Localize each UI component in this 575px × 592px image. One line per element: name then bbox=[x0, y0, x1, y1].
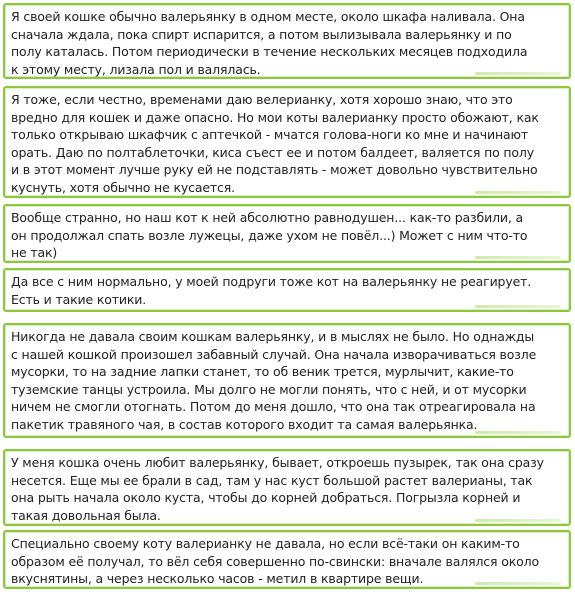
comment-text: Вообще странно, но наш кот к ней абсолютно равнодушен... как-то разбили, а он продолжал спать возле лужецы, даже ухом не повёл...) Может с ним что-то не так) bbox=[11, 210, 528, 260]
signature-bar bbox=[475, 305, 561, 308]
signature-bar bbox=[475, 431, 561, 434]
signature-bar bbox=[475, 191, 561, 194]
comment-card bbox=[3, 86, 571, 198]
comment-card bbox=[3, 323, 571, 438]
comment-text: Я своей кошке обычно валерьянку в одном месте, около шкафа наливала. Она сначала ждала, пока спирт испарится, а потом вылизывала валерьянку и по полу каталась. Потом периодически в течение нескольких месяцев подходила к этому месту, лизала пол и валялась. bbox=[11, 9, 528, 77]
comment-card bbox=[3, 204, 571, 263]
comment-text: У меня кошка очень любит валерьянку, бывает, откроешь пузырек, так она сразу несется. Еще мы ее брали в сад, там у нас куст большой растет валерианы, так она рыть начала около куста, чтобы до корней добраться. Погрызла корней и такая довольная была. bbox=[11, 455, 544, 523]
signature-bar bbox=[475, 72, 561, 75]
comment-text: Я тоже, если честно, временами даю велерианку, хотя хорошо знаю, что это вредно для кошек и даже опасно. Но мои коты валерианку просто обожают, как только открываю шкафчик с аптечкой - мчатся голова-ноги ко мне и начинают орать. Даю по полтаблеточки, киса съест ее и потом балдеет, валяется по полу и в этот момент лучше руку ей не подставлять - может довольно чувствительно куснуть, хотя обычно не кусается. bbox=[11, 92, 539, 195]
comment-text: Да все с ним нормально, у моей подруги тоже кот на валерьянку не реагирует. Есть и такие котики. bbox=[11, 274, 532, 307]
comment-card bbox=[3, 3, 571, 79]
comment-card bbox=[3, 530, 571, 589]
comment-card bbox=[3, 268, 571, 312]
signature-bar bbox=[475, 582, 561, 585]
comment-card bbox=[3, 449, 571, 526]
signature-bar bbox=[475, 519, 561, 522]
comment-text: Специально своему коту валерианку не давала, но если всё-таки он каким-то образом её получал, то вёл себя совершенно по-свински: вначале валялся около вкуснятины, а через несколько часов - метил в квартире вещи. bbox=[11, 536, 539, 586]
signature-bar bbox=[475, 256, 561, 259]
comment-text: Никогда не давала своим кошкам валерьянку, и в мыслях не было. Но однажды с нашей кошкой произошел забавный случай. Она начала изворачиваться возле мусорки, то на задние лапки станет, то об веник трется, мурлычит, какие-то туземские танцы устроила. Мы долго не могли понять, что с ней, и от мусорки ничем не смогли отогнать. Потом до меня дошло, что она так отреагировала на пакетик травяного чая, в состав которого входит та самая валерьянка. bbox=[11, 329, 537, 432]
